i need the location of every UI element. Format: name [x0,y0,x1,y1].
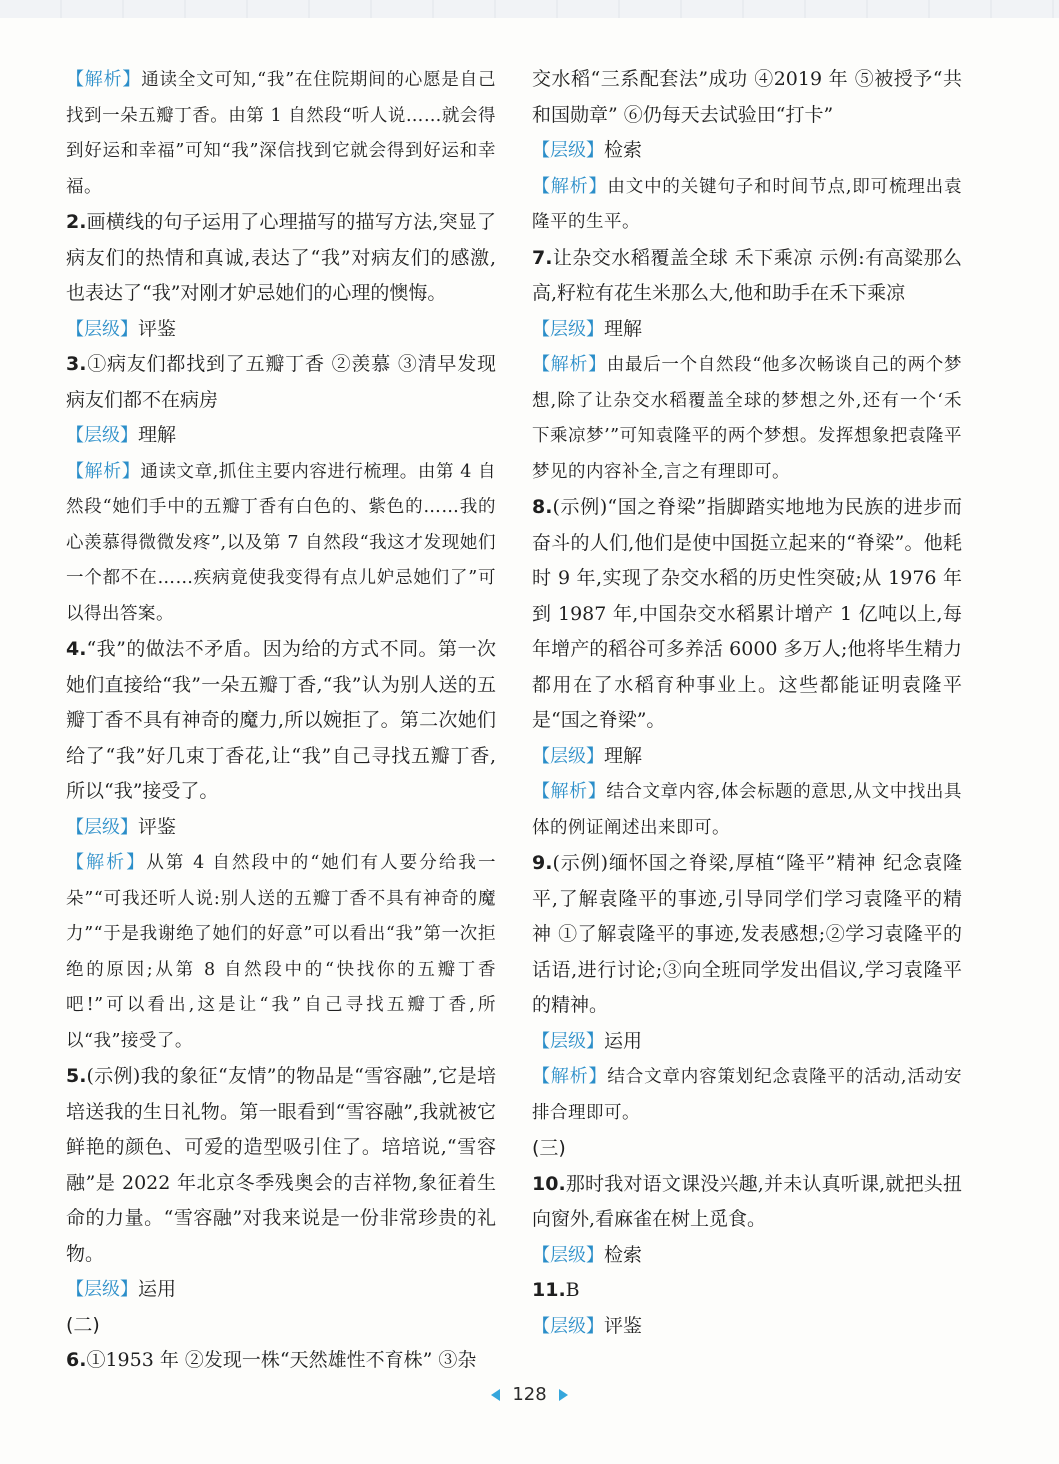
cengji-tag: 【层级】 [532,745,604,767]
answer-text: ①病友们都找到了五瓣丁香 ②羡慕 ③清早发现病友们都不在病房 [66,353,496,411]
answer-text: ①1953 年 ②发现一株“天然雄性不育株” ③杂 [86,1349,477,1371]
explanation-text: 通读全文可知,“我”在住院期间的心愿是自己找到一朵五瓣丁香。由第 1 自然段“听人说……就会得到好运和幸福”可知“我”深信找到它就会得到好运和幸福。 [66,70,496,197]
level-q2 [66,312,496,348]
cengji-tag: 【层级】 [66,1279,138,1300]
explanation-q4 [66,845,496,1059]
jiexi-tag: 【解析】 [66,69,142,90]
level-text: 运用 [604,1029,643,1052]
level-text: 检索 [604,1243,643,1266]
answer-text: B [565,1279,580,1301]
level-q5 [66,1272,496,1308]
level-q8 [532,739,962,775]
jiexi-tag: 【解析】 [66,460,141,482]
question-number: 4. [66,638,87,660]
level-q11 [532,1309,962,1345]
answer-text: “我”的做法不矛盾。因为给的方式不同。第一次她们直接给“我”一朵五瓣丁香,“我”认为别人送的五瓣丁香不具有神奇的魔力,所以婉拒了。第二次她们给了“我”好几束丁香花,让“我”自己寻找五瓣丁香,所以“我”接受了。 [66,638,496,802]
question-number: 7. [532,246,553,269]
top-decoration-bar [0,0,1059,18]
answer-q6-continued: 交水稻“三系配套法”成功 ④2019 年 ⑤被授予“共和国勋章” ⑥仍每天去试验田“打卡” [532,68,962,126]
question-number: 6. [66,1349,87,1371]
answer-text: (示例)我的象征“友情”的物品是“雪容融”,它是培培送我的生日礼物。第一眼看到“雪容融”,我就被它鲜艳的颜色、可爱的造型吸引住了。培培说,“雪容融”是 2022 年北京冬季残奥会的吉祥物,象征着生命的力量。“雪容融”对我来说是一份非常珍贵的礼物。 [66,1065,496,1265]
answer-text: (示例)“国之脊梁”指脚踏实地地为民族的进步而奋斗的人们,他们是使中国挺立起来的“脊梁”。他耗时 9 年,实现了杂交水稻的历史性突破;从 1976 年到 1987 年,中国杂交水稻累计增产 1 亿吨以上,每年增产的稻谷可多养活 6000 多万人;他将毕生精力都用在了水稻育种事业上。这些都能证明袁隆平是“国之脊梁”。 [532,496,962,731]
question-number: 2. [66,211,87,233]
explanation-q3 [66,454,496,633]
cengji-tag: 【层级】 [532,1315,604,1337]
question-number: 10. [532,1172,566,1195]
explanation-text: 由最后一个自然段“他多次畅谈自己的两个梦想,除了让杂交水稻覆盖全球的梦想之外,还有一个‘禾下乘凉梦’”可知袁隆平的两个梦想。发挥想象把袁隆平梦见的内容补全,言之有理即可。 [532,355,962,482]
level-q7 [532,312,962,348]
answer-text: 画横线的句子运用了心理描写的描写方法,突显了病友们的热情和真诚,表达了“我”对病友们的感激,也表达了“我”对刚才妒忌她们的心理的懊悔。 [66,211,496,304]
question-number: 5. [66,1065,87,1087]
page-footer [0,1384,1059,1405]
level-q10 [532,1238,962,1274]
question-number: 3. [66,353,87,375]
explanation-text: 结合文章内容,体会标题的意思,从文中找出具体的例证阐述出来即可。 [532,782,962,838]
answer-q5 [66,1059,496,1272]
explanation-q9 [532,1059,962,1131]
level-text: 评鉴 [604,1314,643,1337]
answer-q4 [66,632,496,810]
section-heading-2: (二) [66,1313,100,1336]
cengji-tag: 【层级】 [532,1030,604,1052]
answer-q7 [532,241,962,312]
question-number: 11. [532,1279,566,1301]
level-q3 [66,418,496,454]
level-q4 [66,810,496,846]
cengji-tag: 【层级】 [66,425,138,446]
answer-text: 那时我对语文课没兴趣,并未认真听课,就把头扭向窗外,看麻雀在树上觅食。 [532,1172,962,1230]
cengji-tag: 【层级】 [532,318,604,340]
explanation-q6 [532,169,962,241]
section-heading-3: (三) [532,1137,566,1159]
jiexi-tag: 【解析】 [66,852,147,873]
level-text: 检索 [604,139,643,161]
answer-text: (示例)缅怀国之脊梁,厚植“隆平”精神 纪念袁隆平,了解袁隆平的事迹,引导同学们学习袁隆平的精神 ①了解袁隆平的事迹,发表感想;②学习袁隆平的话语,进行讨论;③向全班同学发出倡议,学习袁隆平的精神。 [532,852,962,1016]
question-number: 8. [532,496,553,518]
cengji-tag: 【层级】 [66,816,138,838]
left-column [66,62,496,1379]
level-q9 [532,1024,962,1060]
explanation-q8 [532,774,962,846]
answer-q8 [532,490,962,739]
jiexi-tag: 【解析】 [532,175,608,197]
cengji-tag: 【层级】 [532,140,604,161]
level-text: 运用 [138,1278,177,1300]
answer-q3 [66,347,496,418]
explanation-text: 通读文章,抓住主要内容进行梳理。由第 4 自然段“她们手中的五瓣丁香有白色的、紫色的……我的心羡慕得微微发疼”,以及第 7 自然段“我这才发现她们一个都不在……疾病竟使我变得有点儿妒忌她们了”可以得出答案。 [66,461,497,624]
question-number: 9. [532,852,553,874]
answer-text: 让杂交水稻覆盖全球 禾下乘凉 示例:有高粱那么高,籽粒有花生米那么大,他和助手在禾下乘凉 [532,246,962,304]
jiexi-tag: 【解析】 [532,781,607,802]
level-text: 理解 [604,317,643,340]
explanation-text: 结合文章内容策划纪念袁隆平的活动,活动安排合理即可。 [532,1067,963,1123]
explanation-q7 [532,347,962,490]
triangle-right-icon [559,1389,568,1401]
jiexi-tag: 【解析】 [532,1066,608,1087]
explanation-text: 从第 4 自然段中的“她们有人要分给我一朵”“可我还听人说:别人送的五瓣丁香不具有神奇的魔力”“于是我谢绝了她们的好意”可以看出“我”第一次拒绝的原因;从第 8 自然段中的“快找你的五瓣丁香吧!”可以看出,这是让“我”自己寻找五瓣丁香,所以“我”接受了。 [66,853,496,1051]
triangle-left-icon [491,1389,500,1401]
explanation-q1 [66,62,496,205]
level-text: 理解 [138,424,177,446]
explanation-text: 由文中的关键句子和时间节点,即可梳理出袁隆平的生平。 [532,176,963,232]
answer-q2 [66,205,496,312]
answer-q9 [532,846,962,1024]
level-text: 理解 [604,744,643,767]
right-column [532,62,962,1344]
answer-q6 [66,1343,496,1379]
cengji-tag: 【层级】 [532,1244,604,1266]
level-text: 评鉴 [138,317,177,340]
answer-q10 [532,1167,962,1238]
page-number: 128 [512,1384,547,1405]
answer-q11 [532,1273,962,1309]
jiexi-tag: 【解析】 [532,354,607,375]
cengji-tag: 【层级】 [66,318,138,340]
level-text: 评鉴 [138,815,177,838]
level-q6 [532,133,962,169]
